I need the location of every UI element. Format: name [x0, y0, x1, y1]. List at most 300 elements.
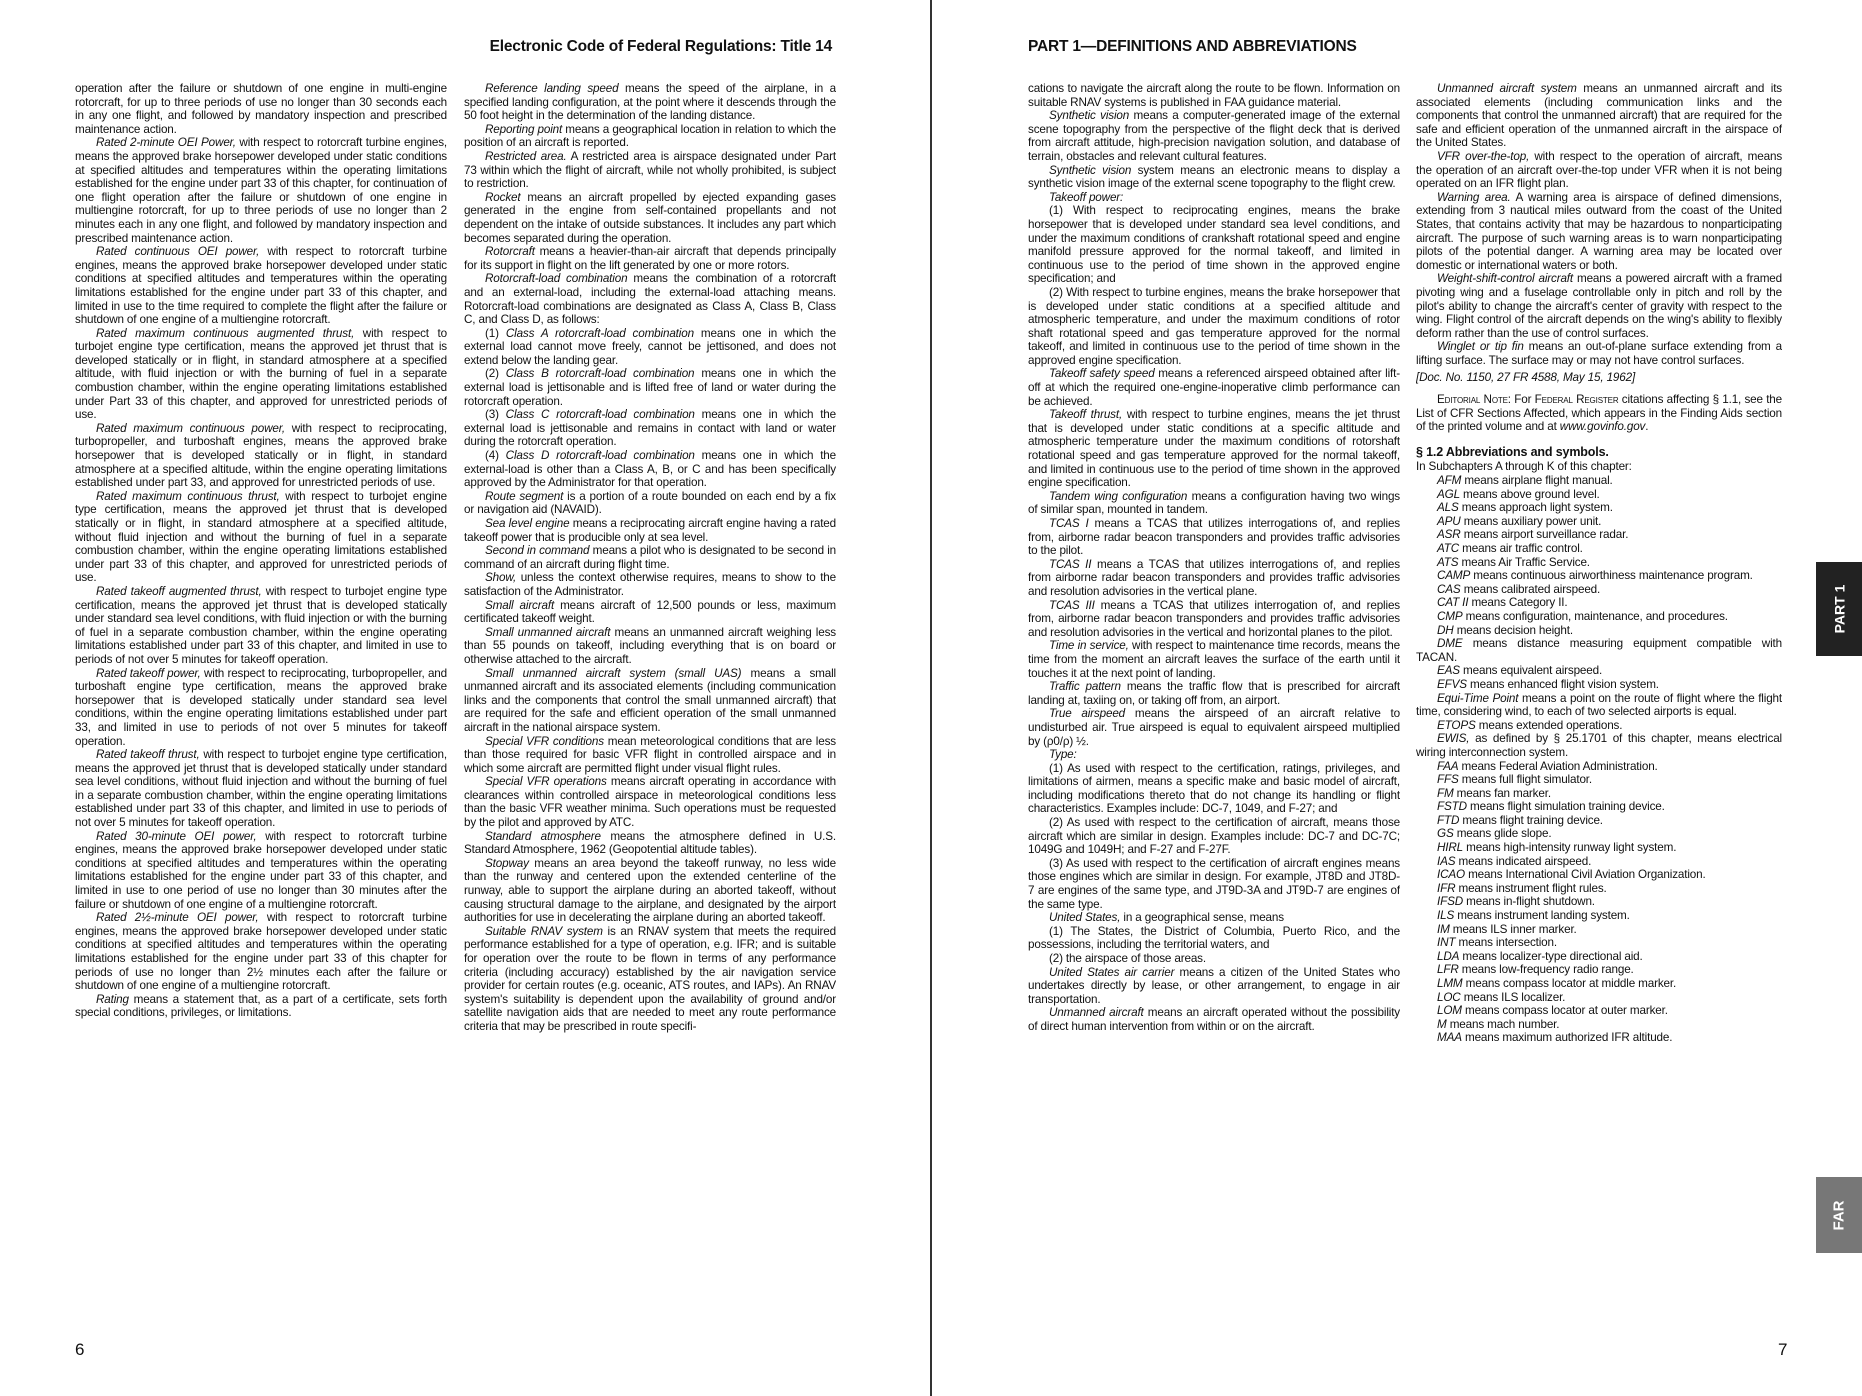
abbreviation: DH	[1437, 623, 1454, 637]
definition-text: means one in which the external load cannot move freely, cannot be jettisoned, and does not extend below the landing gear.	[464, 326, 836, 367]
defined-term: Rated maximum continuous power,	[96, 421, 285, 435]
abbreviation-meaning: means indicated airspeed.	[1455, 854, 1592, 868]
abbreviation: LDA	[1437, 949, 1460, 963]
definition-paragraph	[464, 449, 836, 490]
abbreviation-meaning: means high-intensity runway light system.	[1463, 841, 1677, 855]
abbreviation-meaning: means full flight simulator.	[1458, 773, 1592, 787]
definition-text: operation after the failure or shutdown of one engine in multi-engine rotorcraft, for up to three periods of use no longer than 30 seconds each in any one flight, and followed by mandatory inspection and prescribed maintenance action.	[75, 82, 447, 136]
abbreviation-meaning: means Federal Aviation Administration.	[1458, 759, 1658, 773]
definition-paragraph	[1028, 82, 1400, 109]
abbreviation-entry	[1416, 963, 1782, 977]
part-thumb-tab	[1816, 562, 1862, 656]
defined-term: Rated takeoff power,	[96, 666, 201, 680]
definition-paragraph	[1028, 966, 1400, 1007]
definition-paragraph	[1028, 925, 1400, 952]
definition-paragraph	[464, 925, 836, 1034]
page-number-right: 7	[1778, 1340, 1788, 1359]
abbreviation-entry	[1416, 773, 1782, 787]
abbreviation-entry	[1416, 827, 1782, 841]
definition-text: means an area beyond the takeoff runway, no less wide than the runway and centered upon the extended centerline of the runway, able to support the airplane during an aborted takeoff, without causing structural damage to the airplane, and designated by the airport authorities for use in decelerating the airplane during an aborted takeoff.	[464, 856, 836, 925]
definition-paragraph	[1028, 639, 1400, 680]
definition-paragraph	[1028, 707, 1400, 748]
abbreviation-entry	[1416, 556, 1782, 570]
definition-text: with respect to rotorcraft turbine engines, means the approved brake horsepower developed under static conditions at specified altitudes and temperatures within the operating limitations established for the engine under part 33 of this chapter for periods of use no longer than 2½ minutes each after the failure or shutdown of one engine of a multiengine rotorcraft.	[75, 911, 447, 993]
citation: [Doc. No. 1150, 27 FR 4588, May 15, 1962]	[1416, 371, 1636, 385]
abbreviation-meaning: means equivalent airspeed.	[1459, 664, 1603, 678]
abbreviation-entry	[1416, 637, 1782, 664]
abbreviation-entry	[1416, 515, 1782, 529]
definition-paragraph	[1416, 340, 1782, 367]
editorial-note-label: Editorial Note:	[1437, 393, 1511, 407]
defined-term: Rocket	[485, 190, 521, 204]
defined-term: Rating	[96, 992, 129, 1006]
definition-text: (1) With respect to reciprocating engines, means the brake horsepower that is developed under standard sea level conditions, and under the maximum conditions of crankshaft rotational speed and engine manifold pressure approved for the normal takeoff, and limited in continuous use to the period of time shown in the approved engine specification; and	[1028, 204, 1400, 286]
running-header-left: Electronic Code of Federal Regulations: Title 14	[489, 38, 832, 55]
abbreviation: ICAO	[1437, 868, 1465, 882]
paragraph-number: (2)	[485, 367, 506, 381]
defined-term: Type:	[1049, 748, 1077, 762]
editorial-note-body: citations affecting § 1.1, see the List of CFR Sections Affected, which appears in the Finding Aids section of the printed volume and at	[1416, 393, 1782, 434]
defined-term: Unmanned aircraft	[1049, 1006, 1144, 1020]
defined-term: Rated 2½-minute OEI power,	[96, 911, 259, 925]
defined-term: Class B rotorcraft-load combination	[505, 367, 695, 381]
definition-text: means one in which the external load is jettisonable and is lifted free of land or water during the rotorcraft operation.	[464, 367, 836, 408]
definition-text: system means an electronic means to display a synthetic vision image of the external scene topography to the flight crew.	[1028, 163, 1400, 191]
definition-text: means a configuration having two wings of similar span, mounted in tandem.	[1028, 489, 1400, 517]
abbreviation: ILS	[1437, 909, 1455, 923]
definition-paragraph	[464, 123, 836, 150]
definition-paragraph	[464, 327, 836, 368]
abbreviation-entry	[1416, 732, 1782, 759]
abbreviation-entry	[1416, 610, 1782, 624]
abbreviation-entry	[1416, 678, 1782, 692]
defined-term: Rotorcraft	[485, 245, 535, 259]
defined-term: Class A rotorcraft-load combination	[505, 326, 694, 340]
federal-register-label: Federal Register	[1534, 393, 1619, 407]
abbreviation: ASR	[1437, 528, 1461, 542]
definition-paragraph	[464, 490, 836, 517]
definition-paragraph	[1028, 748, 1400, 762]
abbreviation-entry	[1416, 692, 1782, 719]
definition-text: means the atmosphere defined in U.S. Standard Atmosphere, 1962 (Geopotential altitude tables).	[464, 829, 836, 857]
definition-text: means the combination of a rotorcraft and an external-load, including the external-load attaching means. Rotorcraft-load combinations are designated as Class A, Class B, Class C, and Class D, as follows:	[464, 272, 836, 327]
definition-text: (3) As used with respect to the certification of aircraft engines means those engines which are similar in design. For example, JT8D and JT8D-7 are engines of the same type, and JT9D-3A and JT9D-7 are engines of the same type.	[1028, 856, 1400, 911]
defined-term: Sea level engine	[485, 517, 570, 530]
definition-paragraph	[1028, 286, 1400, 368]
definition-paragraph	[1416, 82, 1782, 150]
defined-term: Weight-shift-control aircraft	[1437, 272, 1573, 286]
defined-term: Unmanned aircraft system	[1437, 82, 1577, 95]
definition-paragraph	[464, 599, 836, 626]
abbreviation-meaning: means airport surveillance radar.	[1460, 528, 1629, 542]
abbreviation-meaning: means localizer-type directional aid.	[1459, 949, 1643, 963]
abbreviation: GS	[1437, 827, 1454, 841]
defined-term: TCAS III	[1049, 598, 1095, 612]
abbreviation-entry	[1416, 868, 1782, 882]
definition-text: with respect to rotorcraft turbine engines, means the approved brake horsepower developed under static conditions at specified altitudes and temperatures within the operating limitations established for the engine under part 33 of this chapter, for continuation of one flight operation after the failure or shutdown of one engine in multiengine rotorcraft, for up to three periods of use no longer than 2 minutes each in any one flight, and followed by mandatory inspection and prescribed maintenance action.	[75, 136, 447, 245]
definition-paragraph	[464, 408, 836, 449]
definition-text: means an aircraft operated without the possibility of direct human intervention from within or on the aircraft.	[1028, 1006, 1400, 1033]
abbreviation: EWIS,	[1437, 732, 1470, 746]
part-tab-label: PART 1	[1831, 584, 1847, 634]
govinfo-link[interactable]: www.govinfo.gov	[1559, 420, 1646, 434]
abbreviation-meaning: means calibrated airspeed.	[1460, 582, 1601, 596]
definition-text: means a referenced airspeed obtained after lift-off at which the required one-engine-inoperative climb performance can be achieved.	[1028, 367, 1400, 408]
abbreviation-entry	[1416, 936, 1782, 950]
text-column-2	[464, 82, 836, 1322]
abbreviation-entry	[1416, 855, 1782, 869]
running-header-right: PART 1—DEFINITIONS AND ABBREVIATIONS	[1028, 38, 1357, 55]
definition-text: means one in which the external-load is other than a Class A, B, or C and has been specifically approved by the Administrator for that operation.	[464, 449, 836, 490]
definition-paragraph	[1028, 680, 1400, 707]
definition-paragraph	[75, 136, 447, 245]
defined-term: Class D rotorcraft-load combination	[505, 449, 695, 463]
definition-paragraph	[464, 626, 836, 667]
definition-text: with respect to the operation of aircraft, means the operation of an aircraft over-the-top under VFR when it is not being operated on an IFR flight plan.	[1416, 149, 1782, 191]
abbreviation: EAS	[1437, 664, 1460, 678]
definition-text: A warning area is airspace of defined dimensions, extending from 3 nautical miles outward from the coast of the United States, that contains activity that may be hazardous to nonparticipating aircraft. The purpose of such warning areas is to warn nonparticipating pilots of the potential danger. A warning area may be located over domestic or international waters or both.	[1416, 190, 1782, 272]
abbreviation-meaning: means auxiliary power unit.	[1460, 514, 1602, 528]
abbreviation: IFR	[1437, 881, 1456, 895]
abbreviation-meaning: means glide slope.	[1453, 827, 1552, 841]
defined-term: Time in service,	[1049, 639, 1129, 653]
abbreviation-meaning: means decision height.	[1453, 623, 1573, 637]
definition-text: mean meteorological conditions that are less than those required for basic VFR flight in controlled airspace and in which some aircraft are permitted flight under visual flight rules.	[464, 734, 836, 775]
definition-paragraph	[75, 327, 447, 422]
abbreviation: LOC	[1437, 990, 1461, 1004]
text-column-1	[75, 82, 447, 1322]
definition-paragraph	[464, 367, 836, 408]
definition-paragraph	[464, 857, 836, 925]
definition-paragraph	[1028, 517, 1400, 558]
page-number-left: 6	[75, 1340, 85, 1359]
definition-text: means an aircraft propelled by ejected expanding gases generated in the engine from self-contained propellants and not dependent on the intake of outside substances. It includes any part which becomes separated during the operation.	[464, 190, 836, 245]
abbreviation: CAT II	[1437, 596, 1469, 610]
definition-text: means a reciprocating aircraft engine having a rated takeoff power that is producible only at sea level.	[464, 517, 836, 544]
definition-paragraph	[75, 490, 447, 585]
abbreviation-entry	[1416, 800, 1782, 814]
abbreviation-entry	[1416, 583, 1782, 597]
abbreviation-entry	[1416, 488, 1782, 502]
defined-term: United States,	[1049, 911, 1121, 925]
definition-text: means a citizen of the United States who undertakes directly by lease, or other arrangement, to engage in air transportation.	[1028, 965, 1400, 1006]
definition-text: with respect to reciprocating, turbopropeller, and turboshaft engines, means the approved brake horsepower that is developed statically or in flight, in standard atmosphere at a specified altitude, within the engine operating limitations established under part 33, and approved for unrestricted periods of use.	[75, 421, 447, 490]
definition-text: means the speed of the airplane, in a specified landing configuration, at the point where it descends through the 50 foot height in the determination of the landing distance.	[464, 82, 836, 123]
definition-text: means a geographical location in relation to which the position of an aircraft is reported.	[464, 122, 836, 150]
abbreviation-entry	[1416, 501, 1782, 515]
abbreviation: AGL	[1437, 487, 1460, 501]
definition-paragraph	[75, 422, 447, 490]
abbreviation: DME	[1437, 637, 1463, 651]
defined-term: Special VFR conditions	[485, 734, 604, 748]
definition-paragraph	[1028, 191, 1400, 205]
abbreviation-meaning: means compass locator at middle marker.	[1462, 977, 1677, 990]
defined-term: Small unmanned aircraft	[485, 625, 611, 639]
defined-term: Warning area.	[1437, 190, 1511, 204]
defined-term: Small aircraft	[485, 598, 555, 612]
definition-text: means a pilot who is designated to be second in command of an aircraft during flight time.	[464, 544, 836, 571]
definition-text: in a geographical sense, means	[1120, 911, 1284, 925]
definition-paragraph	[1028, 164, 1400, 191]
defined-term: Winglet or tip fin	[1437, 340, 1524, 354]
abbreviation-meaning: means continuous airworthiness maintenance program.	[1470, 569, 1753, 583]
abbreviation-meaning: means a point on the route of flight where the flight time, considering wind, to each of two selected airports is equal.	[1416, 691, 1782, 719]
abbreviation-meaning: means mach number.	[1446, 1017, 1560, 1031]
definition-text: with respect to turbine engines, means the jet thrust that is developed under static conditions at a specific altitude and atmospheric temperature under the maximum conditions of rotorshaft rotational speed and gas temperature approved for the normal takeoff, and limited in continuous use to the period of time shown in the approved engine specification.	[1028, 408, 1400, 490]
definition-paragraph	[75, 585, 447, 667]
definition-paragraph	[75, 748, 447, 830]
definition-paragraph	[464, 245, 836, 272]
definition-paragraph	[1028, 599, 1400, 640]
definition-text: means a TCAS that utilizes interrogations of, and replies from, airborne radar beacon transponders and provides traffic advisories to the pilot.	[1028, 517, 1400, 558]
abbreviation-entry	[1416, 1031, 1782, 1045]
abbreviation-entry	[1416, 624, 1782, 638]
defined-term: Second in command	[485, 544, 590, 558]
abbreviation: EFVS	[1437, 677, 1467, 691]
defined-term: Small unmanned aircraft system (small UAS)	[485, 666, 742, 680]
abbreviation: IFSD	[1437, 895, 1464, 909]
definition-paragraph	[75, 82, 447, 136]
left-page	[0, 0, 930, 1396]
definition-text: A restricted area is airspace designated under Part 73 within which the flight of aircraft, while not wholly prohibited, is subject to restriction.	[464, 149, 836, 191]
definition-paragraph	[75, 911, 447, 993]
defined-term: Rated takeoff thrust,	[96, 748, 200, 762]
defined-term: Takeoff thrust,	[1049, 408, 1123, 422]
editorial-note-pre: For	[1510, 393, 1535, 407]
abbreviation: LMM	[1437, 977, 1463, 990]
abbreviation: LFR	[1437, 963, 1459, 977]
abbreviation-entry	[1416, 814, 1782, 828]
paragraph-number: (3)	[485, 408, 506, 422]
definition-text: with respect to maintenance time records, means the time from the moment an aircraft leaves the surface of the earth until it touches it at the next point of landing.	[1028, 639, 1400, 680]
abbreviation-meaning: means extended operations.	[1475, 718, 1623, 732]
far-thumb-tab	[1816, 1177, 1862, 1253]
paragraph-number: (1)	[485, 326, 506, 340]
definition-paragraph	[1028, 952, 1400, 966]
abbreviation-meaning: means Air Traffic Service.	[1458, 555, 1590, 569]
definition-text: with respect to reciprocating, turbopropeller, and turboshaft engine type certification, means the approved brake horsepower that is developed statically under standard sea level conditions, within the engine operating limitations established under part 33, and limited in use to periods of not over 5 minutes for takeoff operation.	[75, 666, 447, 748]
definition-paragraph	[1416, 191, 1782, 273]
defined-term: Rated maximum continuous augmented thrust,	[96, 326, 355, 340]
defined-term: United States air carrier	[1049, 965, 1175, 979]
defined-term: Rated 2-minute OEI Power,	[96, 136, 236, 150]
abbreviation-entry	[1416, 596, 1782, 610]
abbreviation: APU	[1437, 514, 1461, 528]
abbreviation-meaning: means configuration, maintenance, and procedures.	[1462, 609, 1728, 623]
definition-text: unless the context otherwise requires, means to show to the satisfaction of the Administrator.	[464, 571, 836, 598]
abbreviation-entry	[1416, 542, 1782, 556]
definition-paragraph	[464, 830, 836, 857]
section-heading: § 1.2 Abbreviations and symbols.	[1416, 444, 1609, 459]
defined-term: Rotorcraft-load combination	[485, 272, 628, 286]
abbreviation: HIRL	[1437, 841, 1464, 855]
abbreviation-meaning: means instrument landing system.	[1454, 909, 1630, 923]
abbreviation-entry	[1416, 528, 1782, 542]
abbreviation-meaning: means air traffic control.	[1459, 542, 1583, 555]
abbreviation-entry	[1416, 569, 1782, 583]
defined-term: Special VFR operations	[485, 775, 607, 789]
abbreviation: M	[1437, 1017, 1447, 1031]
text-column-4	[1416, 82, 1782, 1322]
definition-paragraph	[1028, 857, 1400, 911]
definition-text: means an unmanned aircraft and its associated elements (including communication links and the components that control the unmanned aircraft) that are required for the safe and efficient operation of the unmanned aircraft in the airspace of the United States.	[1416, 82, 1782, 150]
abbreviation-entry	[1416, 719, 1782, 733]
definition-text: means an out-of-plane surface extending from a lifting surface. The surface may or may not have control surfaces.	[1416, 340, 1782, 367]
abbreviation-meaning: means above ground level.	[1459, 487, 1600, 501]
definition-text: cations to navigate the aircraft along the route to be flown. Information on suitable RNAV systems is published in FAA guidance material.	[1028, 82, 1400, 109]
definition-paragraph	[75, 245, 447, 327]
defined-term: Reporting point	[485, 122, 563, 136]
abbreviation-meaning: means intersection.	[1455, 936, 1557, 950]
defined-term: VFR over-the-top,	[1437, 149, 1530, 163]
abbreviation-meaning: means approach light system.	[1458, 501, 1613, 515]
definition-text: (2) the airspace of those areas.	[1049, 952, 1206, 965]
definition-paragraph	[1028, 408, 1400, 490]
abbreviation-entry	[1416, 895, 1782, 909]
abbreviation-meaning: means maximum authorized IFR altitude.	[1461, 1031, 1673, 1045]
definition-text: (1) As used with respect to the certification, ratings, privileges, and limitations of airmen, means a specific make and basic model of aircraft, including modifications thereto that do not change its handling or flight characteristics. Examples include: DC-7, 1049, and F-27; and	[1028, 761, 1400, 816]
abbreviation-entry	[1416, 882, 1782, 896]
definition-paragraph	[1028, 109, 1400, 163]
definition-text: means a TCAS that utilizes interrogation of, and replies from, airborne radar beacon transponders and provides traffic advisories and resolution advisories in the vertical and horizontal planes to the pilot.	[1028, 598, 1400, 639]
defined-term: Restricted area.	[485, 149, 567, 163]
definition-text: with respect to turbojet engine type certification, means the approved jet thrust that is developed statically under standard sea level conditions, without fluid injection and without the burning of fuel in a separate combustion chamber, within the engine operating limitations established under part 33 of this chapter, and limited in use to periods of not over 5 minutes for takeoff operation.	[75, 748, 447, 830]
abbreviation-meaning: means ILS localizer.	[1460, 990, 1566, 1004]
definition-paragraph	[1028, 490, 1400, 517]
definition-paragraph	[464, 775, 836, 829]
defined-term: Rated 30-minute OEI power,	[96, 829, 257, 843]
defined-term: Takeoff power:	[1049, 190, 1124, 204]
defined-term: Stopway	[485, 856, 529, 870]
abbreviation-meaning: means fan marker.	[1453, 786, 1551, 800]
definition-paragraph	[464, 517, 836, 544]
defined-term: True airspeed	[1049, 707, 1126, 721]
definition-text: means a small unmanned aircraft and its associated elements (including communication links and the components that control the small unmanned aircraft) that are required for the safe and efficient operation of the small unmanned aircraft in the national airspace system.	[464, 666, 836, 734]
abbreviation: CAS	[1437, 582, 1461, 596]
definition-paragraph	[464, 667, 836, 735]
abbreviation-meaning: means compass locator at outer marker.	[1461, 1004, 1668, 1018]
abbreviation: CAMP	[1437, 569, 1471, 583]
defined-term: TCAS II	[1049, 557, 1092, 571]
defined-term: Tandem wing configuration	[1049, 489, 1188, 503]
abbreviation: ATS	[1437, 555, 1459, 569]
definition-paragraph	[464, 571, 836, 598]
defined-term: TCAS I	[1049, 517, 1089, 530]
definition-paragraph	[1028, 911, 1400, 925]
definition-paragraph	[75, 830, 447, 912]
definition-text: is an RNAV system that meets the required performance established for a type of operation, e.g. IFR; and is suitable for operation over the route to be flown in terms of any performance criteria (including accuracy) established by the air navigation service provider for certain routes (e.g. oceanic, ATS routes, and IAPs). An RNAV system's suitability is dependent upon the availability of ground and/or satellite navigation aids that are needed to meet any route performance criteria that may be prescribed in route specifi-	[464, 924, 836, 1033]
definition-paragraph	[1416, 272, 1782, 340]
text-column-3	[1028, 82, 1400, 1322]
abbreviation: LOM	[1437, 1004, 1462, 1018]
abbreviation-entry	[1416, 950, 1782, 964]
defined-term: Reference landing speed	[485, 82, 619, 95]
abbreviation-meaning: means distance measuring equipment compatible with TACAN.	[1416, 637, 1782, 664]
defined-term: Synthetic vision	[1049, 163, 1132, 177]
definition-paragraph	[464, 191, 836, 245]
definition-text: with respect to rotorcraft turbine engines, means the approved brake horsepower developed under static conditions at specified altitudes and temperatures within the operating limitations established for the engine under part 33 of this chapter, and limited in use to the time required to complete the flight after the failure or shutdown of one engine of a multiengine rotorcraft.	[75, 245, 447, 327]
abbreviation-meaning: means low-frequency radio range.	[1458, 963, 1634, 977]
definition-text: means a heavier-than-air aircraft that depends principally for its support in flight on the lift generated by one or more rotors.	[464, 245, 836, 272]
definition-text: (1) The States, the District of Columbia, Puerto Rico, and the possessions, including the territorial waters, and	[1028, 924, 1400, 952]
definition-paragraph	[1028, 1006, 1400, 1033]
definition-text: means a TCAS that utilizes interrogations of, and replies from airborne radar beacon transponders and provides traffic advisories and resolution advisories in the vertical plane.	[1028, 557, 1400, 598]
abbreviation-meaning: means enhanced flight vision system.	[1466, 677, 1659, 691]
abbreviation: IAS	[1437, 854, 1456, 868]
defined-term: Synthetic vision	[1049, 109, 1130, 123]
defined-term: Rated continuous OEI power,	[96, 245, 260, 259]
abbreviation-entry	[1416, 991, 1782, 1005]
abbreviation-meaning: means flight simulation training device.	[1466, 800, 1665, 814]
defined-term: Takeoff safety speed	[1049, 367, 1155, 381]
defined-term: Rated maximum continuous thrust,	[96, 489, 280, 503]
definition-paragraph	[464, 150, 836, 191]
abbreviation-entry	[1416, 977, 1782, 991]
definition-paragraph	[464, 735, 836, 776]
abbreviation-entry	[1416, 760, 1782, 774]
abbreviation-list	[1416, 474, 1782, 1045]
abbreviation-meaning: means in-flight shutdown.	[1463, 895, 1595, 909]
abbreviation-entry	[1416, 909, 1782, 923]
definition-text: means aircraft of 12,500 pounds or less, maximum certificated takeoff weight.	[464, 598, 836, 626]
abbreviation-meaning: means instrument flight rules.	[1455, 881, 1607, 895]
abbreviation-entry	[1416, 664, 1782, 678]
abbreviation: Equi-Time Point	[1437, 691, 1519, 705]
definition-text: means a powered aircraft with a framed pivoting wing and a fuselage controllable only in pitch and roll by the pilot's ability to change the aircraft's center of gravity with respect to the wing. Flight control of the aircraft depends on the wing's ability to flexibly deform rather than the use of control surfaces.	[1416, 272, 1782, 340]
abbreviation-meaning: means Category II.	[1468, 596, 1568, 610]
abbreviation: CMP	[1437, 609, 1463, 623]
definition-paragraph	[1416, 150, 1782, 191]
abbreviation: IM	[1437, 922, 1450, 936]
definition-text: (2) As used with respect to the certification of aircraft, means those aircraft which are similar in design. Examples include: DC-7 and DC-7C; 1049G and 1049H; and F-27 and F-27F.	[1028, 816, 1400, 857]
abbreviation-entry	[1416, 923, 1782, 937]
defined-term: Standard atmosphere	[485, 829, 601, 843]
definition-paragraph	[75, 667, 447, 749]
abbreviation: ATC	[1437, 542, 1460, 555]
definition-paragraph	[1028, 558, 1400, 599]
abbreviation-entry	[1416, 1018, 1782, 1032]
right-page	[932, 0, 1862, 1396]
definition-paragraph	[464, 272, 836, 326]
abbreviation: FM	[1437, 786, 1454, 800]
definition-text: means an unmanned aircraft weighing less than 55 pounds on takeoff, including everything that is on board or otherwise attached to the aircraft.	[464, 625, 836, 666]
definition-text: with respect to turbojet engine type certification, means the approved jet thrust that is developed statically under standard sea level conditions, with fluid injection or with the burning of fuel in a separate combustion chamber, within the engine operating limitations established under part 33 of this chapter, and limited in use to periods of not over 5 minutes for takeoff operation.	[75, 584, 447, 666]
abbreviation: ETOPS	[1437, 718, 1476, 732]
abbreviation-meaning: means International Civil Aviation Organization.	[1464, 868, 1706, 882]
definition-text: (2) With respect to turbine engines, means the brake horsepower that is developed under static conditions at a specified altitude and atmospheric temperature, and under the maximum conditions of rotor shaft rotational speed and gas temperature approved for the normal takeoff, and limited in continuous use to the period of time shown in the approved engine specification.	[1028, 285, 1400, 367]
definition-text: is a portion of a route bounded on each end by a fix or navigation aid (NAVAID).	[464, 489, 836, 517]
editorial-note-end: .	[1645, 420, 1649, 434]
abbreviation-entry	[1416, 474, 1782, 488]
abbreviation: INT	[1437, 936, 1456, 950]
definition-text: means the airspeed of an aircraft relative to undisturbed air. True airspeed is equal to equivalent airspeed multiplied by (ρ0/ρ) ½.	[1028, 707, 1400, 748]
definition-paragraph	[1028, 367, 1400, 408]
definition-text: means aircraft operating in accordance with clearances within controlled airspace in meteorological conditions less than the basic VFR weather minima. Such operations must be requested by the pilot and approved by ATC.	[464, 775, 836, 830]
defined-term: Rated takeoff augmented thrust,	[96, 584, 262, 598]
far-tab-label: FAR	[1830, 1200, 1848, 1230]
paragraph-number: (4)	[485, 449, 506, 463]
definition-text: with respect to turbojet engine type certification, means the approved jet thrust that is developed statically or in flight, in standard atmosphere at a specified altitude, without fluid injection and without the burning of fuel in a separate combustion chamber, within the engine operating limitations established under part 33 of this chapter, and approved for unrestricted periods of use.	[75, 489, 447, 585]
abbreviation-meaning: means flight training device.	[1459, 813, 1603, 827]
abbreviation-entry	[1416, 787, 1782, 801]
defined-term: Route segment	[485, 489, 564, 503]
definition-paragraph	[1028, 816, 1400, 857]
abbreviation-entry	[1416, 1004, 1782, 1018]
defined-term: Show,	[485, 571, 517, 585]
definition-paragraph	[75, 993, 447, 1020]
abbreviation-entry	[1416, 841, 1782, 855]
abbreviation: FSTD	[1437, 800, 1467, 814]
